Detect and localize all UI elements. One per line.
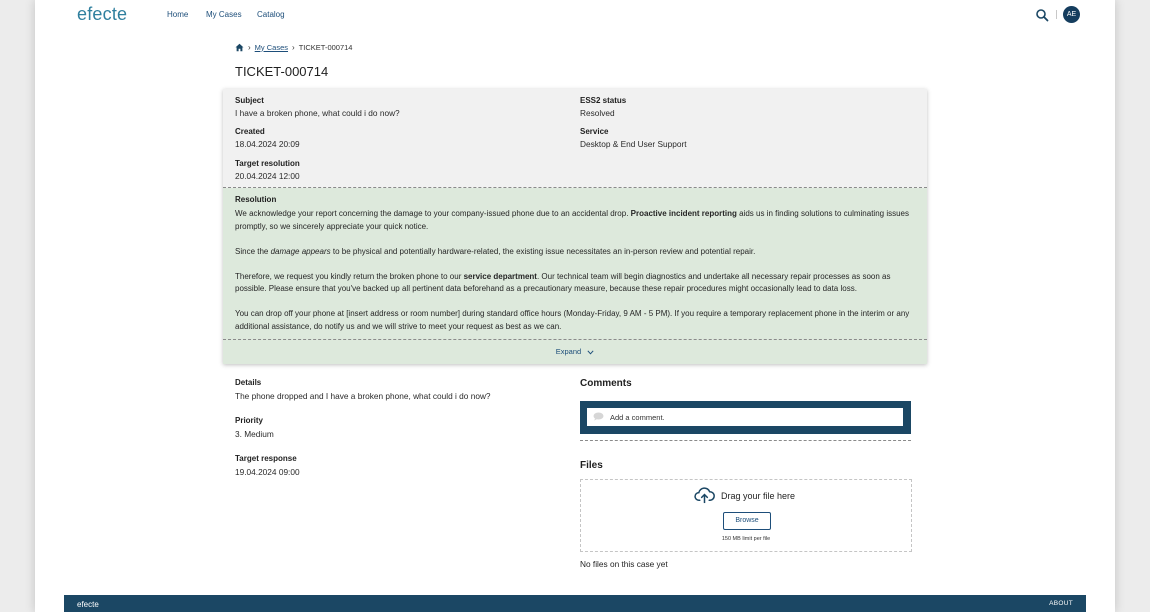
priority-field	[235, 416, 274, 439]
top-navigation	[35, 0, 1115, 30]
page-title: TICKET-000714	[235, 64, 329, 79]
target-resolution-field	[235, 159, 300, 181]
chevron-down-icon	[587, 350, 594, 355]
user-avatar[interactable]: AE	[1063, 6, 1080, 23]
target-resolution-value: 20.04.2024 12:00	[235, 171, 300, 181]
expand-button[interactable]	[556, 347, 595, 356]
cloud-upload-icon	[694, 487, 715, 504]
drag-text: Drag your file here	[721, 491, 796, 501]
resolution-paragraph: Since the damage appears to be physical and potentially hardware-related, the existing issue necessitates an in-person review and potential repair.	[235, 246, 756, 256]
file-dropzone[interactable]	[580, 479, 912, 552]
details-value: The phone dropped and I have a broken phone, what could i do now?	[235, 391, 491, 401]
search-icon[interactable]	[1035, 8, 1049, 22]
no-files-text: No files on this case yet	[580, 559, 668, 569]
created-field	[235, 127, 300, 149]
breadcrumb-my-cases[interactable]: My Cases	[254, 42, 289, 52]
service-field	[580, 127, 687, 149]
summary-fields	[223, 89, 927, 188]
brand-logo[interactable]: efecte	[77, 4, 128, 24]
resolution-section	[223, 188, 927, 340]
resolution-text	[235, 208, 920, 346]
resolution-paragraph: We acknowledge your report concerning the damage to your company-issued phone due to an accidental drop. Proactive incident reporting aids us in finding solutions to culminating issues promptly, so we sincerely appreciate your quick notice.	[235, 209, 909, 231]
priority-value: 3. Medium	[235, 429, 274, 439]
subject-field	[235, 96, 400, 118]
footer-about-link[interactable]: ABOUT	[1049, 600, 1073, 607]
browse-button[interactable]: Browse	[723, 512, 771, 530]
details-field	[235, 378, 491, 401]
priority-label: Priority	[235, 416, 264, 425]
breadcrumb	[235, 41, 352, 53]
nav-divider	[1056, 10, 1057, 19]
status-value: Resolved	[580, 108, 615, 118]
resolution-label: Resolution	[235, 195, 277, 204]
comment-box	[580, 401, 911, 434]
nav-my-cases[interactable]: My Cases	[206, 10, 242, 19]
service-value: Desktop & End User Support	[580, 139, 687, 149]
service-label: Service	[580, 127, 609, 136]
target-resolution-label: Target resolution	[235, 159, 300, 168]
comment-placeholder: Add a comment.	[610, 413, 665, 422]
files-title: Files	[580, 460, 603, 471]
footer-logo: efecte	[77, 600, 99, 609]
chevron-right-icon: ›	[292, 42, 295, 52]
expand-row	[223, 340, 927, 364]
nav-home[interactable]: Home	[167, 10, 189, 19]
comment-input[interactable]	[587, 408, 903, 426]
subject-value: I have a broken phone, what could i do now?	[235, 108, 400, 118]
ticket-summary-card	[223, 89, 927, 364]
breadcrumb-current: TICKET-000714	[298, 42, 353, 52]
resolution-paragraph: You can drop off your phone at [insert address or room number] during standard office hours (Monday-Friday, 9 AM - 5 PM). If you require a temporary replacement phone in the interim or any additional assistance, do notify us and we will strive to meet your request as best as we can.	[235, 309, 910, 331]
details-label: Details	[235, 378, 262, 387]
created-value: 18.04.2024 20:09	[235, 139, 300, 149]
home-icon[interactable]	[235, 43, 244, 52]
file-limit-text: 150 MB limit per file	[721, 536, 771, 542]
target-response-label: Target response	[235, 454, 297, 463]
comment-bubble-icon	[593, 412, 604, 421]
expand-label: Expand	[555, 347, 582, 356]
comments-title: Comments	[580, 378, 632, 389]
chevron-right-icon: ›	[248, 42, 251, 52]
nav-catalog[interactable]: Catalog	[257, 10, 285, 19]
resolution-paragraph: Therefore, we request you kindly return the broken phone to our service department. Our technical team will begin diagnostics and undertake all necessary repair processes as soon as possible. Please ensure that you've backed up all pertinent data beforehand as a precautionary measure, because these repair procedures might occasionally lead to data loss.	[235, 271, 891, 293]
footer	[64, 595, 1086, 612]
subject-label: Subject	[235, 96, 264, 105]
status-field	[580, 96, 626, 118]
created-label: Created	[235, 127, 265, 136]
target-response-field	[235, 454, 300, 477]
comments-divider	[580, 440, 911, 441]
page	[35, 0, 1115, 612]
status-label: ESS2 status	[580, 96, 627, 105]
target-response-value: 19.04.2024 09:00	[235, 467, 300, 477]
